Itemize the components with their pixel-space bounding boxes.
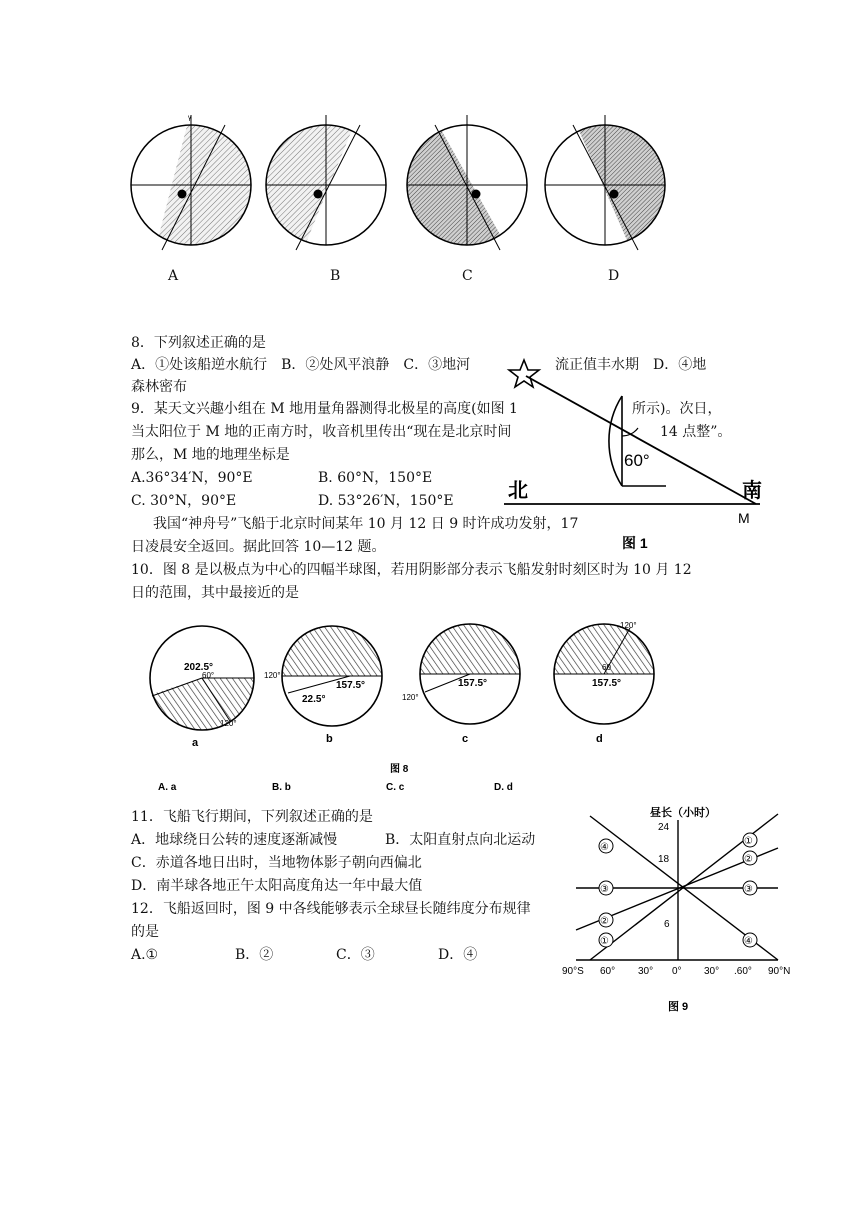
svg-text:ᵞ: ᵞ <box>188 114 192 125</box>
fig8-b-label-120: 120° <box>264 671 281 680</box>
q9-line1-b: 所示)。次日， <box>632 401 722 417</box>
q12-line2: 的是 <box>131 924 159 940</box>
figure-8 <box>140 608 700 798</box>
fig8-option-c: C. c <box>386 782 405 793</box>
fig9-label-3-left: ③ <box>600 884 609 895</box>
fig9-xtick-4: 30° <box>704 966 720 977</box>
fig1-north-label: 北 <box>508 480 528 502</box>
fig9-label-1: ① <box>744 836 753 847</box>
q9-option-b: B. 60°N，150°E <box>318 470 433 486</box>
circle-C <box>400 110 527 260</box>
fig1-point-label: M <box>738 510 750 526</box>
q12-option-a: A.① <box>131 947 159 963</box>
q9-line3: 那么，M 地的地理坐标是 <box>131 447 290 463</box>
fig1-caption: 图 1 <box>622 535 648 551</box>
q11-option-a: A．地球绕日公转的速度逐渐减慢 <box>131 832 338 848</box>
q11-option-c: C．赤道各地日出时，当地物体影子朝向西偏北 <box>131 855 422 871</box>
fig9-ylabel: 昼长（小时） <box>650 807 716 819</box>
q11-option-d: D．南半球各地正午太阳高度角达一年中最大值 <box>131 878 423 894</box>
q10-line2: 日的范围，其中最接近的是 <box>131 585 299 601</box>
q11-option-b: B．太阳直射点向北运动 <box>385 832 536 848</box>
top-label-c: C <box>462 268 473 284</box>
fig1-angle-label: 60° <box>624 451 650 470</box>
fig8-option-a: A. a <box>158 782 177 793</box>
fig9-xtick-2: 30° <box>638 966 654 977</box>
fig1-south-label: 南 <box>742 480 762 502</box>
q9-line2-b: 14 点整”。 <box>660 424 732 440</box>
fig9-label-2: ② <box>744 854 753 865</box>
fig8-a-label-202: 202.5° <box>184 662 214 673</box>
fig8-d-name: d <box>596 733 603 745</box>
fig8-circle-c <box>402 608 530 745</box>
fig8-b-name: b <box>326 733 333 745</box>
fig8-a-label-120: 120° <box>220 719 237 728</box>
intro-line2: 日凌晨安全返回。据此回答 10—12 题。 <box>131 539 386 555</box>
star-icon <box>509 360 539 387</box>
q12-option-b: B．② <box>235 947 274 963</box>
fig8-d-label-60: 60 <box>602 663 611 672</box>
top-circles-figure <box>120 110 680 260</box>
top-label-b: B <box>330 268 341 284</box>
fig9-label-4-left: ④ <box>600 842 609 853</box>
q9-line1-a: 9．某天文兴趣小组在 M 地用量角器测得北极星的高度(如图 1 <box>131 401 518 417</box>
circle-D <box>545 110 680 260</box>
fig8-d-label-157: 157.5° <box>592 678 622 689</box>
q9-option-d: D. 53°26′N，150°E <box>318 493 454 509</box>
fig8-a-label-60: 60° <box>202 671 215 680</box>
q8-stem: 8．下列叙述正确的是 <box>131 335 266 351</box>
q12-option-d: D．④ <box>438 947 478 963</box>
fig9-xtick-3: 0° <box>672 966 682 977</box>
q8-options-line2: 森林密布 <box>131 379 187 395</box>
q8-options-line1-b: 流正值丰水期 D．④地 <box>555 357 707 373</box>
fig8-d-label-120: 120° <box>620 621 637 630</box>
fig9-label-4-right: ④ <box>744 936 753 947</box>
fig8-c-label-120: 120° <box>402 693 419 702</box>
q9-option-c: C. 30°N，90°E <box>131 493 237 509</box>
fig9-label-2-left: ② <box>600 916 609 927</box>
fig8-option-d: D. d <box>494 782 513 793</box>
q10-line1: 10．图 8 是以极点为中心的四幅半球图，若用阴影部分表示飞船发射时刻区时为 10 月 12 <box>131 562 692 578</box>
q12-line1: 12．飞船返回时，图 9 中各线能够表示全球昼长随纬度分布规律 <box>131 901 531 917</box>
q11-stem: 11．飞船飞行期间，下列叙述正确的是 <box>131 809 373 825</box>
fig8-circle-a <box>140 626 255 749</box>
fig8-b-label-157: 157.5° <box>336 680 366 691</box>
fig9-xtick-5: .60° <box>734 966 752 977</box>
fig9-xtick-0: 90°S <box>562 966 584 977</box>
q12-option-c: C．③ <box>336 947 375 963</box>
fig8-c-name: c <box>462 733 469 745</box>
fig9-ytick-24: 24 <box>658 822 670 833</box>
circle-A <box>131 110 280 260</box>
q8-options-line1-a: A．①处该船逆水航行 B．②处风平浪静 C．③地河 <box>131 357 471 373</box>
fig9-xtick-6: 90°N <box>768 966 791 977</box>
fig8-circle-b <box>264 608 400 745</box>
fig8-circle-d <box>540 608 670 745</box>
intro-line1: 我国“神舟号”飞船于北京时间某年 10 月 12 日 9 时许成功发射，17 <box>153 516 579 532</box>
figure-9 <box>560 802 810 1017</box>
fig9-label-3-right: ③ <box>744 884 753 895</box>
fig9-ytick-18: 18 <box>658 854 670 865</box>
top-label-d: D <box>608 268 620 284</box>
q9-line2-a: 当太阳位于 M 地的正南方时，收音机里传出“现在是北京时间 <box>131 424 512 440</box>
fig9-caption: 图 9 <box>668 1001 689 1013</box>
q9-option-a: A.36°34′N，90°E <box>131 470 253 486</box>
top-label-a: A <box>168 268 179 284</box>
fig9-xtick-1: 60° <box>600 966 616 977</box>
fig8-c-label-157: 157.5° <box>458 678 488 689</box>
fig8-caption: 图 8 <box>390 764 409 775</box>
fig9-ytick-6: 6 <box>664 919 670 930</box>
fig8-b-label-22: 22.5° <box>302 694 326 705</box>
fig9-label-1-left: ① <box>600 936 609 947</box>
fig8-option-b: B. b <box>272 782 291 793</box>
fig8-a-name: a <box>192 737 199 749</box>
